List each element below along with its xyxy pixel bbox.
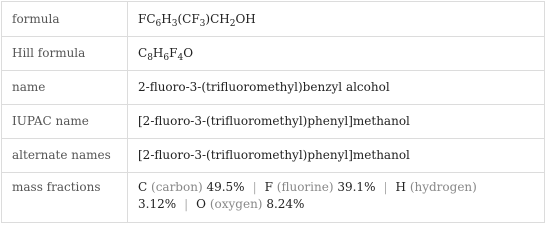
name-label: name [2, 71, 128, 105]
mass-fraction-item: H (hydrogen) [395, 180, 477, 194]
table-row-hill-formula [2, 37, 545, 71]
table-row-mass-fractions [2, 173, 545, 223]
iupac-name-value: [2-fluoro-3-(trifluoromethyl)phenyl]methanol [128, 105, 545, 139]
name-value: 2-fluoro-3-(trifluoromethyl)benzyl alcohol [128, 71, 545, 105]
hill-formula-label: Hill formula [2, 37, 128, 71]
separator: | [252, 180, 257, 194]
mass-fractions-label: mass fractions [2, 173, 128, 223]
properties-table-container [1, 1, 545, 223]
table-row-name [2, 71, 545, 105]
table-row-alternate-names [2, 139, 545, 173]
table-row-iupac-name [2, 105, 545, 139]
table-row-formula [2, 2, 545, 37]
mass-fractions-value [128, 173, 545, 223]
mass-fraction-item: C (carbon) 49.5% [138, 180, 245, 194]
formula-value: $FC_6H_3(CF_3)CH_2OH$ [128, 2, 545, 37]
mass-fraction-item: F (fluorine) 39.1% [264, 180, 376, 194]
iupac-name-label: IUPAC name [2, 105, 128, 139]
properties-table [1, 1, 545, 223]
alternate-names-label: alternate names [2, 139, 128, 173]
mass-fraction-item: 3.12% [138, 197, 177, 211]
separator: | [184, 197, 189, 211]
separator: | [383, 180, 388, 194]
formula-label: formula [2, 2, 128, 37]
alternate-names-value: [2-fluoro-3-(trifluoromethyl)phenyl]methanol [128, 139, 545, 173]
mass-fraction-item: O (oxygen) 8.24% [196, 197, 305, 211]
hill-formula-value: $C_8H_6F_4O$ [128, 37, 545, 71]
